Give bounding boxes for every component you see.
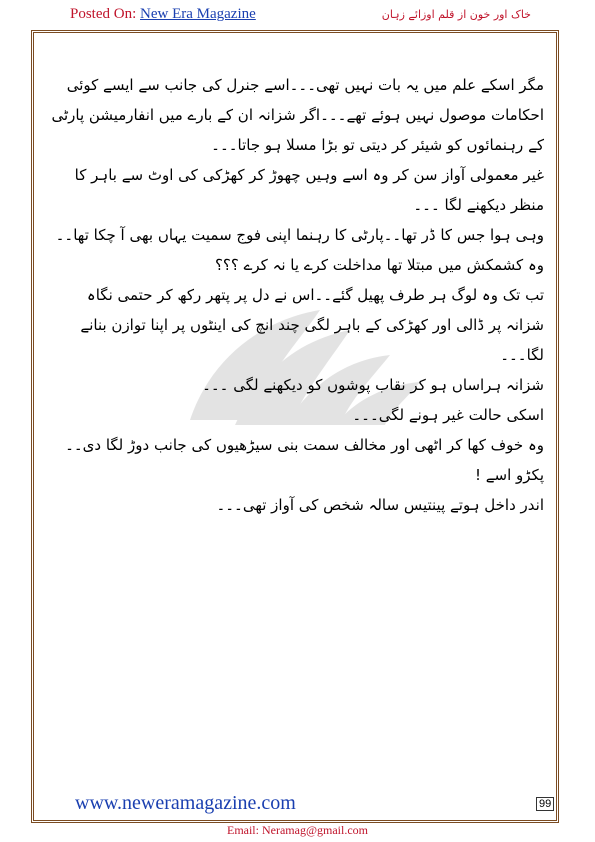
magazine-link[interactable]: New Era Magazine [140,6,256,22]
email-line[interactable]: Email: Neramag@gmail.com [226,823,368,837]
story-paragraph: وہی ہوا جس کا ڈر تھا۔۔پارٹی کا رہنما اپنی فوج سمیت یہاں بھی آ چکا تھا۔۔ [55,226,544,244]
posted-prefix: Posted On: [70,6,141,22]
story-paragraph: وہ خوف کھا کر اٹھی اور مخالف سمت بنی سیڑھیوں کی جانب دوڑ لگا دی۔۔ [65,436,544,454]
page-number: 99 [536,797,554,811]
book-title: خاک اور خون از قلم اوزائے زہان [381,8,531,21]
story-paragraph: وہ کشمکش میں مبتلا تھا مداخلت کرے یا نہ کرے ؟؟؟ [214,256,544,274]
story-paragraph: مگر اسکے علم میں یہ بات نہیں تھی۔۔۔اسے جنرل کی جانب سے ایسے کوئی احکامات موصول نہیں ہوئے تھے۔۔۔اگر شزانہ ان کے بارے میں انفارمیشن پارٹی کے رہنمائوں کو شیئر کر دیتی تو بڑا مسلا ہو جاتا۔۔۔ [51,76,544,154]
story-paragraph: تب تک وہ لوگ ہر طرف پھیل گئے۔۔اس نے دل پر پتھر رکھ کر حتمی نگاہ شزانہ پر ڈالی اور کھڑکی کے باہر لگی چند انچ کی اینٹوں پر اپنا توازن بنانے لگا۔۔۔ [80,286,544,364]
page-header [0,0,595,28]
story-paragraph: اندر داخل ہوتے پینتیس سالہ شخص کی آواز تھی۔۔۔ [216,496,544,514]
story-paragraph: پکڑو اسے ! [474,466,544,484]
story-paragraph: اسکی حالت غیر ہونے لگی۔۔۔ [352,406,544,424]
posted-on-line [70,6,256,23]
story-body [46,70,544,520]
story-paragraph: غیر معمولی آواز سن کر وہ اسے وہیں چھوڑ کر کھڑکی کی اوٹ سے باہر کا منظر دیکھنے لگا ۔۔۔ [74,166,544,214]
website-link[interactable]: www.neweramagazine.com [75,792,296,814]
story-paragraph: شزانہ ہراساں ہو کر نقاب پوشوں کو دیکھنے لگی ۔۔۔ [202,376,544,394]
